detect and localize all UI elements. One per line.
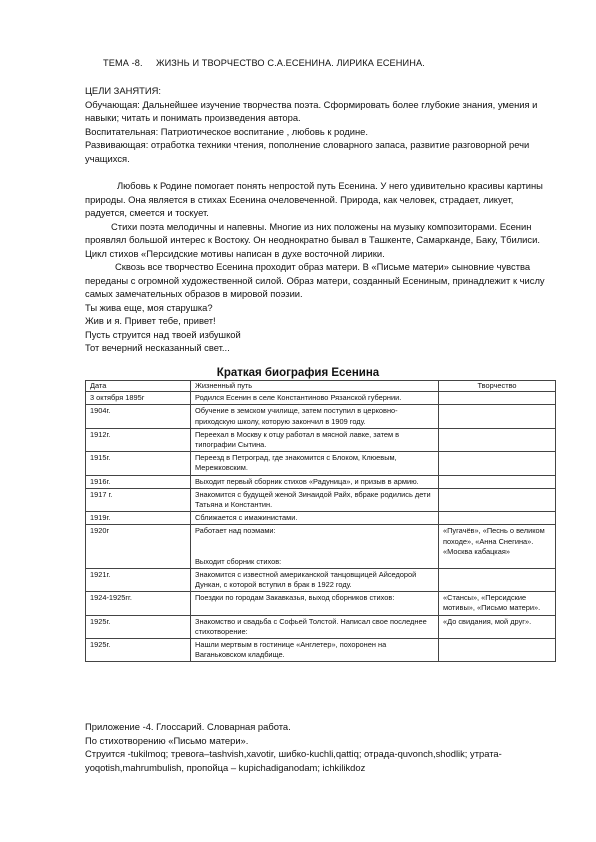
intro-paragraph: Любовь к Родине помогает понять непростой путь Есенина. У него удивительно красивы картины природы. Она является в стихах Есенина очеловеченной. Природа, как человек, страдает, ликует, радуется, смеется и тоскует. <box>85 180 543 218</box>
cell-life: Сближается с имажинистами. <box>191 512 439 525</box>
poem-line: Жив и я. Привет тебе, привет! <box>85 315 216 326</box>
cell-date: 1921г. <box>86 568 191 591</box>
table-row <box>86 525 556 568</box>
lesson-goals <box>85 84 555 165</box>
cell-life: Знакомство и свадьба с Софьей Толстой. Написал свое последнее стихотворение: <box>191 615 439 638</box>
cell-work <box>439 452 556 475</box>
poem-line: Тот вечерний несказанный свет... <box>85 342 230 353</box>
poem-line: Пусть струится над твоей избушкой <box>85 328 241 340</box>
biography-title: Краткая биография Есенина <box>216 367 380 379</box>
cell-work-text: «Москва кабацкая» <box>443 546 510 556</box>
table-row <box>86 615 556 638</box>
table-row <box>86 392 556 405</box>
cell-work <box>439 512 556 525</box>
appendix-subheading: По стихотворению «Письмо матери». <box>85 734 249 746</box>
cell-work-text: «Пугачёв», «Песнь о великом походе», «Анна Снегина». <box>443 526 545 546</box>
cell-work <box>439 392 556 405</box>
table-row <box>86 428 556 451</box>
intro-text <box>85 179 555 355</box>
poem-line: Ты жива еще, моя старушка? <box>85 301 213 313</box>
appendix-heading: Приложение -4. Глоссарий. Словарная работа. <box>85 721 291 732</box>
cell-date: 1925г. <box>86 615 191 638</box>
cell-date: 1924-1925гг. <box>86 592 191 615</box>
cell-work <box>439 488 556 511</box>
cell-date: 1917 г. <box>86 488 191 511</box>
goal-teaching: Обучающая: Дальнейшее изучение творчества поэта. Сформировать более глубокие знания, умения и навыки; читать и понимать произведения автора. <box>85 98 538 123</box>
theme-title: ЖИЗНЬ И ТВОРЧЕСТВО С.А.ЕСЕНИНА. ЛИРИКА ЕСЕНИНА. <box>156 58 425 68</box>
cell-life-text: Выходит сборник стихов: <box>195 556 282 566</box>
cell-work <box>439 475 556 488</box>
intro-paragraph: Сквозь все творчество Есенина проходит образ матери. В «Письме матери» сыновние чувства переданы с огромной художественной силой. Образ матери, созданный Есениным, принадлежит к числу самых замечательных образов в мировой поэзии. <box>85 261 545 299</box>
cell-life: Переезд в Петроград, где знакомится с Блоком, Клюевым, Мережковским. <box>191 452 439 475</box>
cell-date: 1904г. <box>86 405 191 428</box>
cell-date: 1920г <box>86 525 191 568</box>
table-row <box>86 568 556 591</box>
appendix-glossary <box>85 720 555 774</box>
intro-paragraph: Стихи поэта мелодичны и напевны. Многие из них положены на музыку композиторами. Есенин проявлял большой интерес к Востоку. Он неоднократно бывал в Ташкенте, Самарканде, Баку, Тбилиси. Цикл стихов «Персидские мотивы написан в духе восточной лирики. <box>85 220 540 259</box>
cell-work <box>439 428 556 451</box>
cell-date: 1925г. <box>86 639 191 662</box>
table-row <box>86 452 556 475</box>
cell-life-text: Работает над поэмами: <box>195 526 276 536</box>
table-row <box>86 405 556 428</box>
cell-spacer <box>195 537 434 557</box>
cell-work <box>439 568 556 591</box>
cell-life: Знакомится с будущей женой Зинаидой Райх, вбраке родились дети Татьяна и Константин. <box>191 488 439 511</box>
table-row <box>86 592 556 615</box>
column-header-life: Жизненный путь <box>191 381 439 392</box>
table-header-row <box>86 381 556 392</box>
column-header-work: Творчество <box>439 381 556 392</box>
cell-date: 1919г. <box>86 512 191 525</box>
cell-work: «Стансы», «Персидские мотивы», «Письмо матери». <box>439 592 556 615</box>
table-row <box>86 512 556 525</box>
cell-life: Поездки по городам Закавказья, выход сборников стихов: <box>191 592 439 615</box>
cell-life: Знакомится с известной американской танцовщицей Айседорой Дункан, с которой вступил в брак в 1922 году. <box>191 568 439 591</box>
cell-date: 1915г. <box>86 452 191 475</box>
theme-heading <box>103 58 425 68</box>
cell-work <box>439 405 556 428</box>
cell-work <box>439 639 556 662</box>
table-row <box>86 475 556 488</box>
cell-work <box>439 525 556 568</box>
cell-work: «До свидания, мой друг». <box>439 615 556 638</box>
column-header-date: Дата <box>86 381 191 392</box>
theme-number: ТЕМА -8. <box>103 58 143 68</box>
cell-life: Родился Есенин в селе Константиново Рязанской губернии. <box>191 392 439 405</box>
cell-life <box>191 525 439 568</box>
table-row <box>86 488 556 511</box>
cell-date: 1916г. <box>86 475 191 488</box>
cell-date: 3 октября 1895г <box>86 392 191 405</box>
goals-heading: ЦЕЛИ ЗАНЯТИЯ: <box>85 85 161 96</box>
table-row <box>86 639 556 662</box>
cell-life: Выходит первый сборник стихов «Радуница», и призыв в армию. <box>191 475 439 488</box>
goal-developing: Развивающая: отработка техники чтения, пополнение словарного запаса, развитие разговорной речи учащихся. <box>85 139 530 164</box>
goal-upbringing: Воспитательная: Патриотическое воспитание , любовь к родине. <box>85 125 368 137</box>
cell-life: Нашли мертвым в гостинице «Англетер», похоронен на Ваганьковском кладбище. <box>191 639 439 662</box>
biography-table <box>85 380 556 662</box>
cell-life: Обучение в земском училище, затем поступил в церковно-приходскую школу, которую закончил в 1909 году. <box>191 405 439 428</box>
cell-date: 1912г. <box>86 428 191 451</box>
cell-life: Переехал в Москву к отцу работал в мясной лавке, затем в типографии Сытина. <box>191 428 439 451</box>
glossary-text: Струится -tukilmoq; тревога–tashvish,xavotir, шибко-kuchli,qattiq; отрада-quvonch,shodlik; утрата-yoqotish,mahrumbulish, пропойца – kupichadiganodam; ichkilikdoz <box>85 748 502 773</box>
